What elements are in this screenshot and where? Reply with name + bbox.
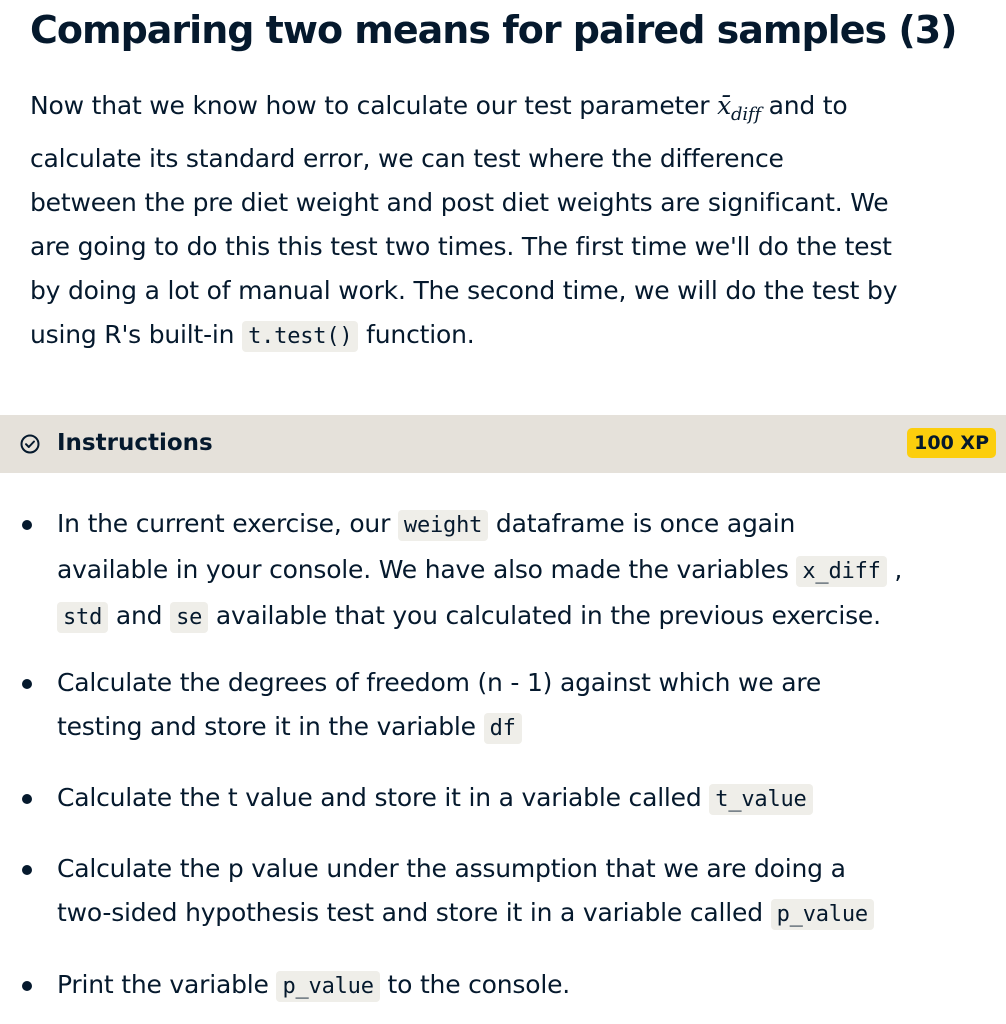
inline-code: t.test() — [242, 321, 358, 352]
inline-code: weight — [398, 510, 488, 541]
instructions-label: Instructions — [57, 430, 213, 456]
list-item: In the current exercise, our weight dataframe is once again available in your console. We have also made the variables x_diff , std and se available that you calculated in the previous exercise. — [57, 502, 997, 640]
check-circle-icon — [20, 434, 40, 454]
xp-badge: 100 XP — [907, 428, 996, 458]
bullet — [22, 520, 32, 530]
text: function. — [358, 320, 475, 349]
text: Now that we know how to calculate our test parameter — [30, 91, 718, 120]
inline-code: se — [170, 602, 208, 633]
inline-code: df — [484, 713, 522, 744]
text: between the pre diet weight and post diet weights are significant. We — [30, 188, 889, 217]
inline-code: p_value — [771, 899, 874, 930]
instructions-header[interactable] — [0, 415, 1006, 473]
exercise-title: Comparing two means for paired samples (3) — [30, 8, 957, 52]
text: by doing a lot of manual work. The second time, we will do the test by — [30, 276, 898, 305]
bullet — [22, 865, 32, 875]
bullet — [22, 981, 32, 991]
text: and to — [760, 91, 848, 120]
inline-code: p_value — [276, 971, 379, 1002]
list-item: Print the variable p_value to the console. — [57, 963, 997, 1009]
text: using R's built-in — [30, 320, 243, 349]
list-item: Calculate the p value under the assumption that we are doing a two-sided hypothesis test and store it in a variable called p_value — [57, 847, 997, 937]
exercise-description — [30, 84, 990, 359]
list-item: Calculate the degrees of freedom (n - 1) against which we are testing and store it in the variable df — [57, 661, 997, 751]
bullet — [22, 679, 32, 689]
inline-code: x_diff — [796, 556, 886, 587]
list-item: Calculate the t value and store it in a variable called t_value — [57, 776, 997, 822]
math-x-diff: $x̄_{diff}$ — [717, 91, 761, 125]
inline-code: t_value — [709, 784, 812, 815]
bullet — [22, 794, 32, 804]
text: calculate its standard error, we can test where the difference — [30, 144, 784, 173]
inline-code: std — [57, 602, 108, 633]
text: are going to do this this test two times. The first time we'll do the test — [30, 232, 892, 261]
